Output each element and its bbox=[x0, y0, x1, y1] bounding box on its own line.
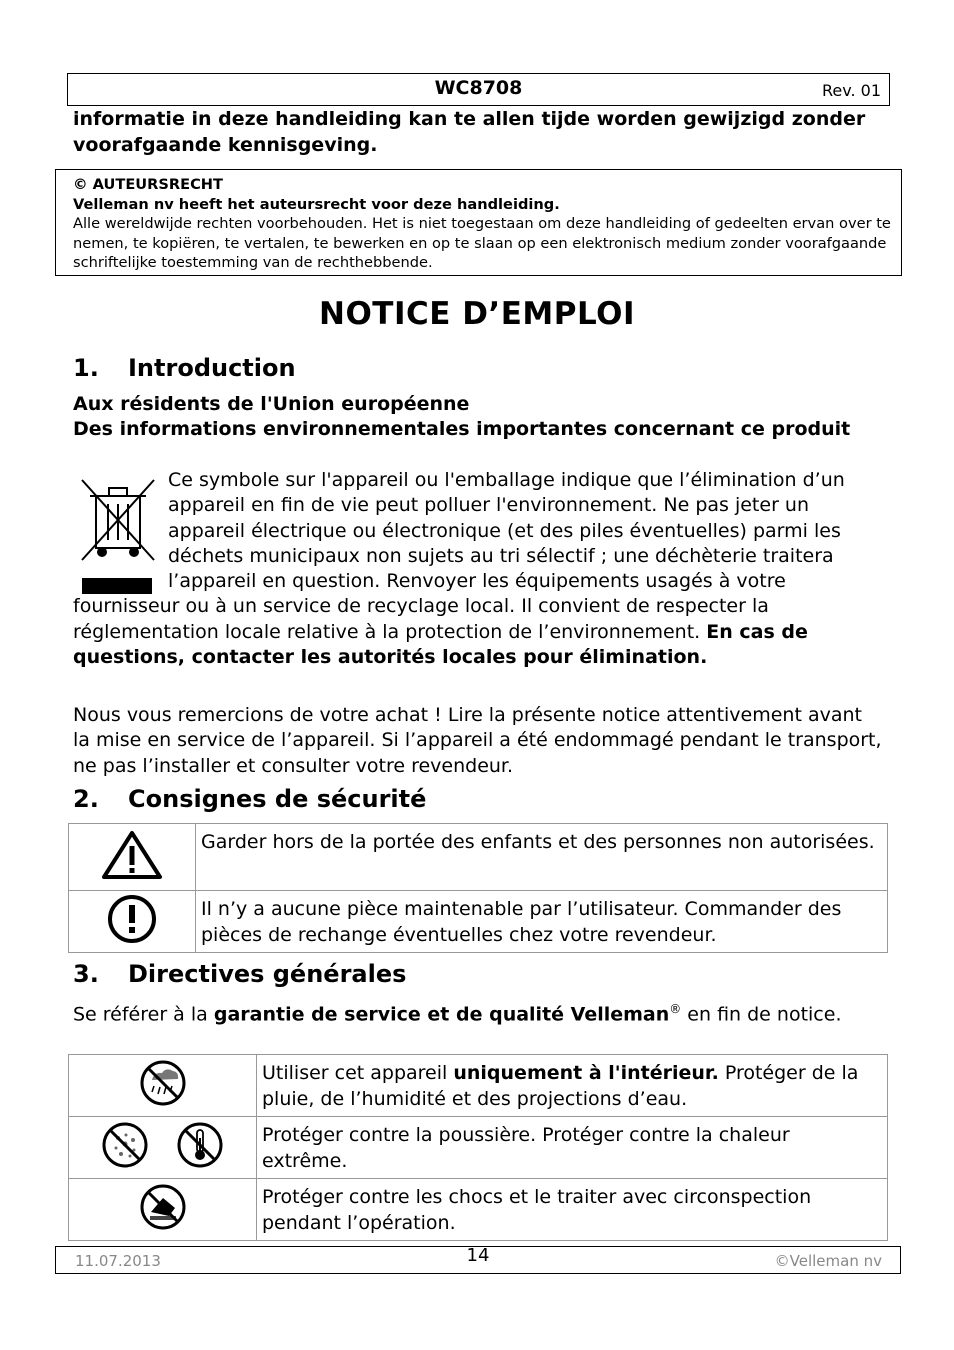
guidelines-intro bbox=[73, 997, 883, 1028]
section-title: Introduction bbox=[128, 354, 296, 382]
guideline-icon-cell bbox=[69, 1179, 257, 1241]
page-footer bbox=[55, 1246, 901, 1274]
section-heading-introduction bbox=[73, 354, 296, 382]
copyright-body: Alle wereldwijde rechten voorbehouden. Het is niet toegestaan om deze handleiding of gedeelten ervan over te nemen, te kopiëren, te vertalen, te bewerken en op te slaan op een elektronisch medium zonder voorafgaande schriftelijke toestemming van de rechthebbende. bbox=[73, 215, 891, 271]
dutch-notice: informatie in deze handleiding kan te allen tijde worden gewijzigd zonder voorafgaande kennisgeving. bbox=[73, 108, 866, 156]
registered-mark: ® bbox=[669, 1002, 682, 1016]
section-heading-safety bbox=[73, 785, 426, 813]
guidelines-intro-text-end: en fin de notice. bbox=[681, 1003, 842, 1026]
guideline-text: Protéger contre la poussière. Protéger contre la chaleur extrême. bbox=[257, 1117, 888, 1179]
table-row bbox=[69, 1055, 888, 1117]
table-row bbox=[69, 824, 888, 891]
weee-text: Ce symbole sur l'appareil ou l'emballage indique que l’élimination d’un appareil en fin de vie peut polluer l'environnement. Ne pas jeter un appareil électrique ou électronique (et des piles éventuelles) parmi les déchets municipaux non sujets au tri sélectif ; une déchèterie traitera l’appareil en question. Renvoyer les équipements usagés à votre fournisseur ou à un service de recyclage local. Il convient de respecter la réglementation locale relative à la protection de l’environnement. bbox=[73, 469, 845, 643]
no-dust-icon bbox=[100, 1120, 150, 1170]
model-number: WC8708 bbox=[434, 77, 523, 99]
page-header bbox=[67, 73, 890, 106]
section-number: 3. bbox=[73, 960, 99, 988]
safety-table bbox=[68, 823, 888, 953]
copyright-subtitle: Velleman nv heeft het auteursrecht voor deze handleiding. bbox=[73, 195, 560, 213]
table-row bbox=[69, 1179, 888, 1241]
guidelines-table bbox=[68, 1054, 888, 1241]
section-title: Consignes de sécurité bbox=[128, 785, 427, 813]
footer-copyright: ©Velleman nv bbox=[774, 1252, 882, 1270]
main-title: NOTICE D’EMPLOI bbox=[319, 296, 635, 332]
guideline-icon-cell bbox=[69, 1117, 257, 1179]
safety-text: Il n’y a aucune pièce maintenable par l’utilisateur. Commander des pièces de rechange éventuelles chez votre revendeur. bbox=[196, 891, 888, 953]
section-number: 1. bbox=[73, 354, 99, 382]
guideline-text-start: Utiliser cet appareil bbox=[262, 1062, 454, 1084]
exclamation-circle-icon bbox=[106, 893, 158, 945]
safety-icon-cell bbox=[69, 891, 196, 953]
section-title: Directives générales bbox=[128, 960, 407, 988]
no-rain-icon bbox=[138, 1058, 188, 1108]
table-row bbox=[69, 1117, 888, 1179]
section-number: 2. bbox=[73, 785, 99, 813]
intro-subheading-1: Aux résidents de l'Union européenne bbox=[73, 393, 470, 415]
no-heat-icon bbox=[175, 1120, 225, 1170]
footer-date: 11.07.2013 bbox=[75, 1252, 161, 1270]
weee-bold-text: En cas de questions, contacter les autorités locales pour élimination. bbox=[73, 620, 808, 669]
page-number: 14 bbox=[466, 1245, 490, 1266]
guideline-icon-cell bbox=[69, 1055, 257, 1117]
thanks-paragraph: Nous vous remercions de votre achat ! Lire la présente notice attentivement avant la mise en service de l’appareil. Si l’appareil a été endommagé pendant le transport, ne pas l’installer et consulter votre revendeur. bbox=[73, 704, 882, 777]
table-row bbox=[69, 891, 888, 953]
copyright-box bbox=[55, 169, 902, 276]
section-heading-guidelines bbox=[73, 960, 406, 988]
guideline-text bbox=[257, 1055, 888, 1117]
safety-icon-cell bbox=[69, 824, 196, 891]
copyright-title: © AUTEURSRECHT bbox=[73, 176, 223, 193]
guideline-bold-text: uniquement à l'intérieur. bbox=[453, 1062, 719, 1084]
revision-label: Rev. 01 bbox=[822, 81, 881, 100]
weee-paragraph bbox=[73, 468, 883, 670]
guideline-text: Protéger contre les chocs et le traiter avec circonspection pendant l’opération. bbox=[257, 1179, 888, 1241]
intro-subheading-2: Des informations environnementales importantes concernant ce produit bbox=[73, 418, 851, 440]
guideline-text-end: Protéger de la pluie, de l’humidité et des projections d’eau. bbox=[262, 1062, 859, 1110]
warning-triangle-icon bbox=[100, 829, 164, 881]
no-shock-icon bbox=[138, 1182, 188, 1232]
guidelines-intro-bold: garantie de service et de qualité Velleman bbox=[213, 1003, 670, 1026]
guidelines-intro-text: Se référer à la bbox=[73, 1003, 214, 1026]
safety-text: Garder hors de la portée des enfants et des personnes non autorisées. bbox=[196, 824, 888, 891]
